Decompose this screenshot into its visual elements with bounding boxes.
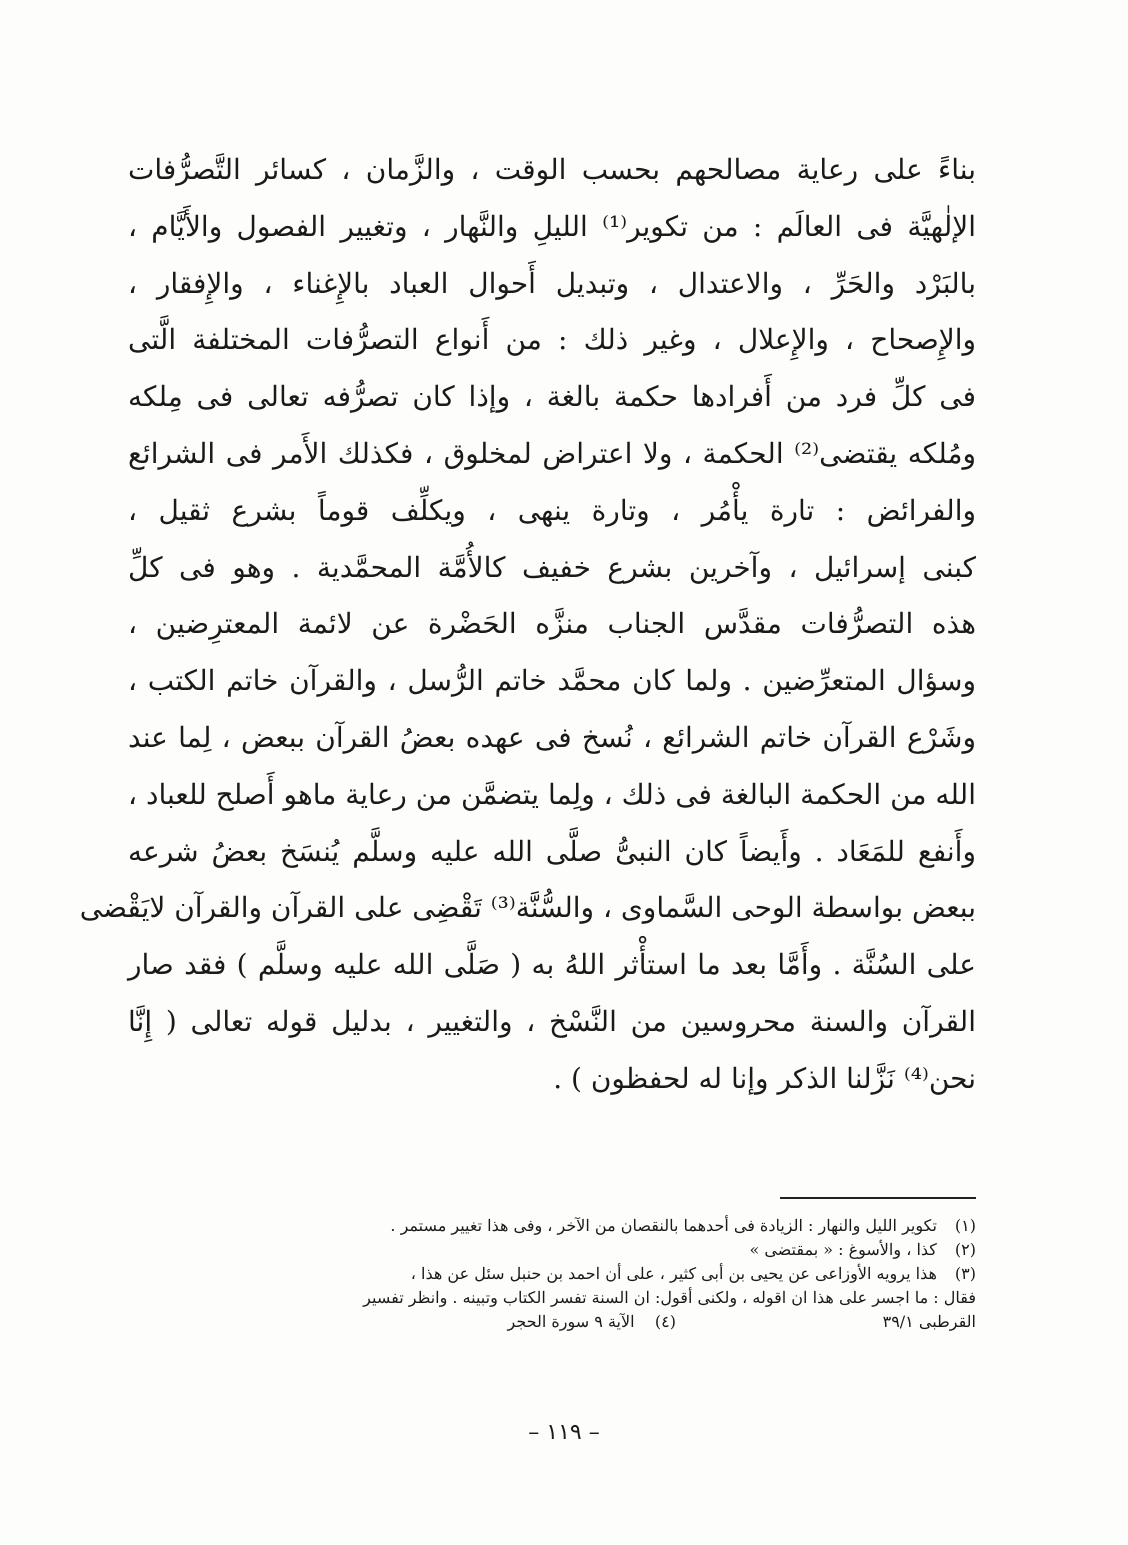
footnote-2 xyxy=(140,1238,976,1262)
text-line: وشَرْع القرآن خاتم الشرائع ، نُسخ فى عهده بعضُ القرآن ببعض ، لِما عند xyxy=(128,720,976,754)
text-line: الإلٰهيَّة فى العالَم : من تكوير⁽¹⁾ الليلِ والنَّهار ، وتغيير الفصول والأَيَّام ، xyxy=(128,209,976,243)
text-line: فى كلِّ فرد من أَفرادها حكمة بالغة ، وإذا كان تصرُّفه تعالى فى مِلكه xyxy=(128,380,976,414)
footnote-3-continued: فقال : ما اجسر على هذا ان اقوله ، ولكنى أقول: ان السنة تفسر الكتاب وتبينه . وانظر تفسير xyxy=(363,1288,976,1307)
footnote-number: (٣) xyxy=(954,1264,976,1283)
page-number: – ١١٩ – xyxy=(528,1420,600,1445)
text-line: الله من الحكمة البالغة فى ذلك ، ولِما يتضمَّن من رعاية ماهو أَصلح للعباد ، xyxy=(128,777,976,811)
footnotes xyxy=(140,1214,976,1334)
text-line: وأَنفع للمَعَاد . وأَيضاً كان النبىُّ صلَّى الله عليه وسلَّم يُنسَخ بعضُ شرعه xyxy=(128,834,976,868)
main-text xyxy=(79,142,976,1108)
footnote-number: (١) xyxy=(954,1216,976,1235)
text-line: ومُلكه يقتضى⁽²⁾ الحكمة ، ولا اعتراض لمخلوق ، فكذلك الأَمر فى الشرائع xyxy=(128,436,976,470)
text-line: والفرائض : تارة يأْمُر ، وتارة ينهى ، ويكلِّف قوماً بشرع ثقيل ، xyxy=(128,493,976,527)
footnote-text: كذا ، والأسوغ : « بمقتضى » xyxy=(749,1240,937,1259)
text-line: بناءً على رعاية مصالحهم بحسب الوقت ، والزَّمان ، كسائر التَّصرُّفات xyxy=(128,153,976,186)
footnote-text: الآية ٩ سورة الحجر xyxy=(507,1312,635,1331)
footnote-text: تكوير الليل والنهار : الزيادة فى أحدهما بالنقصان من الآخر ، وفى هذا تغيير مستمر . xyxy=(390,1216,937,1235)
footnote-4 xyxy=(508,1310,676,1334)
footnote-number: (٢) xyxy=(954,1240,976,1259)
text-line: نحن⁽⁴⁾ نَزَّلنا الذكر وإنا له لحفظون ) . xyxy=(553,1061,976,1095)
text-line: كبنى إسرائيل ، وآخرين بشرع خفيف كالأُمَّة المحمَّدية . وهو فى كلِّ xyxy=(128,550,976,584)
footnote-3-continued: القرطبى ٣٩/١ xyxy=(882,1312,976,1331)
text-line: على السُنَّة . وأَمَّا بعد ما استأْثر اللهُ به ( صَلَّى الله عليه وسلَّم ) فقد صار xyxy=(128,948,976,982)
footnote-1 xyxy=(140,1214,976,1238)
text-line: بالبَرْد والحَرِّ ، والاعتدال ، وتبديل أَحوال العباد بالإِغناء ، والإِفقار ، xyxy=(128,266,976,300)
footnote-text: هذا يرويه الأوزاعى عن يحيى بن أبى كثير ، على أن احمد بن حنبل سئل عن هذا ، xyxy=(410,1264,937,1283)
text-line: القرآن والسنة محروسين من النَّسْخ ، والتغيير ، بدليل قوله تعالى ( إِنَّا xyxy=(128,1004,976,1038)
text-line: وسؤال المتعرِّضين . ولما كان محمَّد خاتم الرُّسل ، والقرآن خاتم الكتب ، xyxy=(128,664,976,698)
footnote-3 xyxy=(140,1262,976,1286)
text-line: ببعض بواسطة الوحى السَّماوى ، والسُّنَّة⁽³⁾ تَقْضِى على القرآن والقرآن لايَقْضى xyxy=(79,891,976,925)
text-line: والإِصحاح ، والإِعلال ، وغير ذلك : من أَنواع التصرُّفات المختلفة الَّتى xyxy=(128,323,976,357)
footnote-number: (٤) xyxy=(654,1312,676,1331)
footnote-separator xyxy=(780,1197,976,1199)
footnote-last-line xyxy=(140,1310,976,1334)
text-line: هذه التصرُّفات مقدَّس الجناب منزَّه الحَضْرة عن لائمة المعترِضين ، xyxy=(128,607,976,641)
